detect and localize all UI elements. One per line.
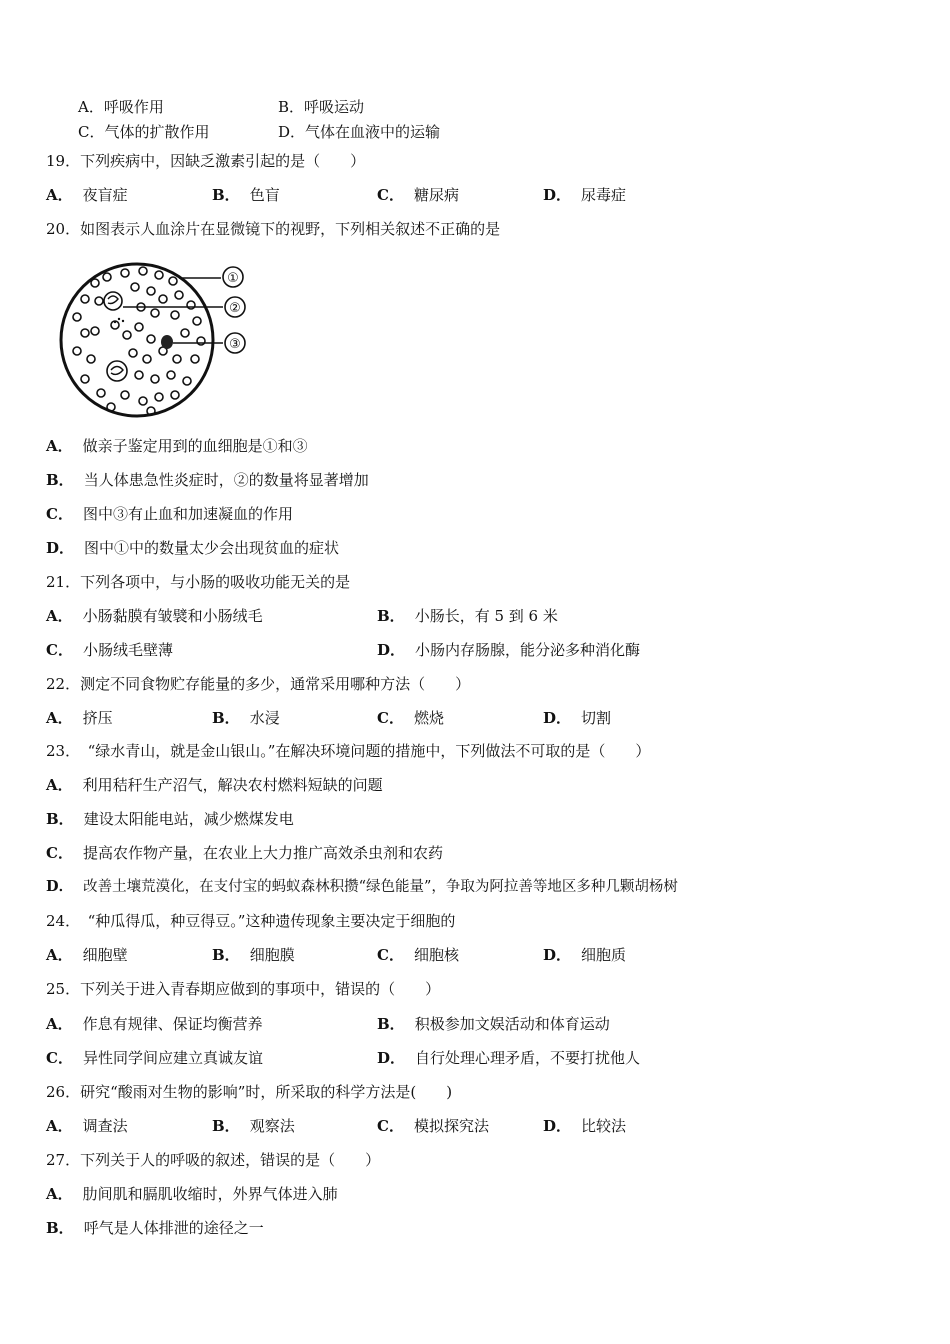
q25-option-a: A． 作息有规律、保证均衡营养 (46, 1015, 263, 1033)
figure-label-2: ② (229, 301, 241, 316)
q19-option-b: B． 色盲 (212, 186, 280, 204)
q26-option-c: C． 模拟探究法 (377, 1117, 489, 1135)
q27-stem: 27．下列关于人的呼吸的叙述，错误的是（ ） (46, 1151, 381, 1169)
blood-smear-figure (55, 255, 255, 425)
q24-option-c: C． 细胞核 (377, 946, 459, 964)
q18-option-d: D．气体在血液中的运输 (278, 123, 441, 141)
q24-option-b: B． 细胞膜 (212, 946, 295, 964)
q20-option-a: A． 做亲子鉴定用到的血细胞是①和③ (46, 437, 308, 455)
q21-option-a: A． 小肠黏膜有皱襞和小肠绒毛 (46, 607, 263, 625)
q25-option-c: C． 异性同学间应建立真诚友谊 (46, 1049, 263, 1067)
q18-option-c: C．气体的扩散作用 (78, 123, 210, 141)
q20-stem: 20．如图表示人血涂片在显微镜下的视野，下列相关叙述不正确的是 (46, 220, 501, 238)
q23-option-b: B． 建设太阳能电站，减少燃煤发电 (46, 810, 294, 828)
q21-stem: 21．下列各项中，与小肠的吸收功能无关的是 (46, 573, 351, 591)
q19-option-d: D． 尿毒症 (543, 186, 627, 204)
q19-option-a: A． 夜盲症 (46, 186, 128, 204)
q21-option-c: C． 小肠绒毛壁薄 (46, 641, 173, 659)
q27-option-b: B． 呼气是人体排泄的途径之一 (46, 1219, 264, 1237)
figure-label-3: ③ (229, 337, 241, 352)
q25-option-b: B． 积极参加文娱活动和体育运动 (377, 1015, 610, 1033)
q22-stem: 22．测定不同食物贮存能量的多少，通常采用哪种方法（ ） (46, 675, 471, 693)
q18-option-a: A．呼吸作用 (78, 98, 164, 116)
q19-option-c: C． 糖尿病 (377, 186, 459, 204)
q21-option-d: D． 小肠内存肠腺，能分泌多种消化酶 (377, 641, 641, 659)
q26-option-a: A． 调查法 (46, 1117, 128, 1135)
q24-stem: 24． “种瓜得瓜，种豆得豆。”这种遗传现象主要决定于细胞的 (46, 912, 456, 930)
q23-option-c: C． 提高农作物产量，在农业上大力推广高效杀虫剂和农药 (46, 844, 443, 862)
q23-option-d: D． 改善土壤荒漠化，在支付宝的蚂蚁森林积攒“绿色能量”，争取为阿拉善等地区多种几颗胡杨树 (46, 878, 678, 895)
q27-option-a: A． 肋间肌和膈肌收缩时，外界气体进入肺 (46, 1185, 338, 1203)
q19-stem: 19．下列疾病中，因缺乏激素引起的是（ ） (46, 152, 366, 170)
q20-option-d: D． 图中①中的数量太少会出现贫血的症状 (46, 539, 340, 557)
q24-option-d: D． 细胞质 (543, 946, 627, 964)
q24-option-a: A． 细胞壁 (46, 946, 128, 964)
figure-label-1: ① (227, 271, 239, 286)
q21-option-b: B． 小肠长，有 5 到 6 米 (377, 607, 558, 625)
q20-option-b: B． 当人体患急性炎症时，②的数量将显著增加 (46, 471, 369, 489)
q26-option-b: B． 观察法 (212, 1117, 295, 1135)
q18-option-b: B．呼吸运动 (278, 98, 365, 116)
q23-option-a: A． 利用秸秆生产沼气，解决农村燃料短缺的问题 (46, 776, 383, 794)
q23-stem: 23． “绿水青山，就是金山银山。”在解决环境问题的措施中，下列做法不可取的是（ ） (46, 742, 651, 760)
q26-stem: 26．研究“酸雨对生物的影响”时，所采取的科学方法是( ) (46, 1083, 453, 1101)
q25-stem: 25．下列关于进入青春期应做到的事项中，错误的（ ） (46, 980, 441, 998)
q22-option-a: A． 挤压 (46, 709, 113, 727)
q26-option-d: D． 比较法 (543, 1117, 627, 1135)
q25-option-d: D． 自行处理心理矛盾，不要打扰他人 (377, 1049, 641, 1067)
q22-option-d: D． 切割 (543, 709, 612, 727)
q20-option-c: C． 图中③有止血和加速凝血的作用 (46, 505, 293, 523)
q22-option-c: C． 燃烧 (377, 709, 444, 727)
q22-option-b: B． 水浸 (212, 709, 280, 727)
